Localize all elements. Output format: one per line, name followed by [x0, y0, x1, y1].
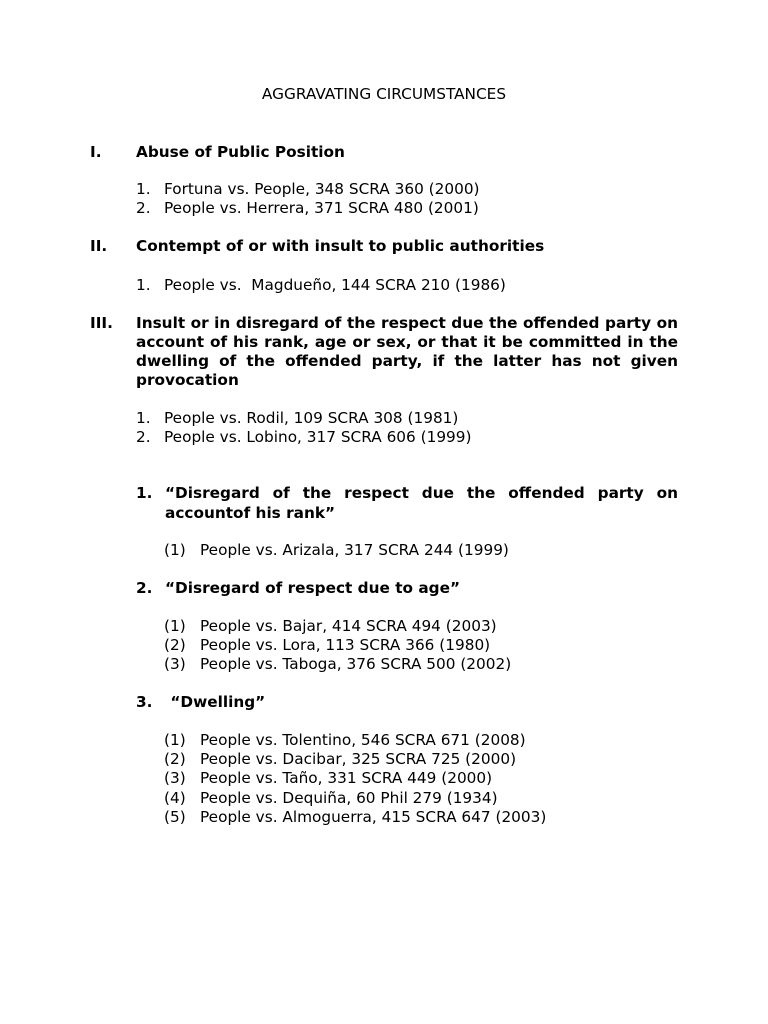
- list-number: (1): [164, 541, 186, 559]
- list-number: (1): [164, 731, 186, 749]
- case-list-section-2: [136, 276, 696, 295]
- section-numeral: III.: [90, 314, 113, 332]
- list-number: 2.: [136, 428, 151, 446]
- section-numeral: II.: [90, 237, 108, 255]
- list-item: [164, 636, 724, 655]
- section-heading-text: Abuse of Public Position: [136, 143, 345, 161]
- list-number: 2.: [136, 199, 151, 217]
- case-citation: People vs. Almoguerra, 415 SCRA 647 (2003): [200, 807, 547, 826]
- case-list-subsection-3: [164, 731, 724, 827]
- case-citation: People vs. Dacibar, 325 SCRA 725 (2000): [200, 750, 517, 769]
- subsection-heading-text: “Dwelling”: [165, 693, 266, 711]
- list-number: 1.: [136, 180, 151, 198]
- list-number: 1.: [136, 276, 151, 294]
- list-item: [136, 428, 696, 447]
- subsection-heading-text: “Disregard of the respect due the offended party on accountof his rank”: [165, 484, 678, 522]
- subsection-heading-1: [136, 484, 678, 523]
- list-item: [136, 180, 696, 199]
- list-item: [164, 731, 724, 750]
- list-item: [164, 769, 724, 788]
- list-item: [164, 808, 724, 827]
- case-citation: People vs. Tolentino, 546 SCRA 671 (2008): [200, 731, 526, 749]
- list-number: (3): [164, 655, 186, 674]
- list-number: (3): [164, 769, 186, 788]
- document-title: AGGRAVATING CIRCUMSTANCES: [261, 85, 507, 103]
- case-citation: Fortuna vs. People, 348 SCRA 360 (2000): [164, 180, 480, 198]
- section-heading-3: [90, 314, 678, 390]
- list-number: (2): [164, 750, 186, 769]
- case-citation: People vs. Rodil, 109 SCRA 308 (1981): [164, 409, 459, 427]
- section-heading-text: Contempt of or with insult to public authorities: [136, 237, 545, 255]
- section-heading-1: [90, 143, 678, 162]
- list-number: (5): [164, 807, 186, 826]
- list-number: (1): [164, 617, 186, 635]
- section-heading-text: Insult or in disregard of the respect due the offended party on account of his rank, age or sex, or that it be committed in the dwelling of the offended party, if the latter has not given provocation: [136, 314, 678, 389]
- section-heading-2: [90, 237, 678, 256]
- case-list-section-1: [136, 180, 696, 218]
- case-list-subsection-2: [164, 617, 724, 675]
- list-item: [136, 276, 696, 295]
- case-citation: People vs. Magdueño, 144 SCRA 210 (1986): [164, 276, 506, 294]
- list-item: [164, 655, 724, 674]
- case-citation: People vs. Herrera, 371 SCRA 480 (2001): [164, 199, 479, 217]
- list-item: [164, 617, 724, 636]
- case-citation: People vs. Taño, 331 SCRA 449 (2000): [200, 769, 493, 788]
- list-number: (2): [164, 636, 186, 655]
- subsection-number: 3.: [136, 693, 153, 711]
- section-numeral: I.: [90, 143, 102, 161]
- subsection-number: 2.: [136, 579, 153, 597]
- case-list-section-3: [136, 409, 696, 447]
- case-citation: People vs. Bajar, 414 SCRA 494 (2003): [200, 617, 497, 635]
- list-item: [136, 199, 696, 218]
- subsection-heading-3: [136, 693, 678, 713]
- case-citation: People vs. Arizala, 317 SCRA 244 (1999): [200, 541, 509, 559]
- list-number: 1.: [136, 409, 151, 427]
- case-citation: People vs. Taboga, 376 SCRA 500 (2002): [200, 655, 512, 674]
- list-item: [164, 789, 724, 808]
- case-citation: People vs. Lobino, 317 SCRA 606 (1999): [164, 428, 472, 446]
- subsection-number: 1.: [136, 484, 153, 502]
- subsection-heading-text: “Disregard of respect due to age”: [165, 579, 461, 597]
- list-number: (4): [164, 788, 186, 807]
- subsection-heading-2: [136, 579, 678, 599]
- list-item: [164, 750, 724, 769]
- case-list-subsection-1: [164, 541, 724, 560]
- case-citation: People vs. Dequiña, 60 Phil 279 (1934): [200, 788, 498, 807]
- list-item: [164, 541, 724, 560]
- case-citation: People vs. Lora, 113 SCRA 366 (1980): [200, 636, 491, 655]
- list-item: [136, 409, 696, 428]
